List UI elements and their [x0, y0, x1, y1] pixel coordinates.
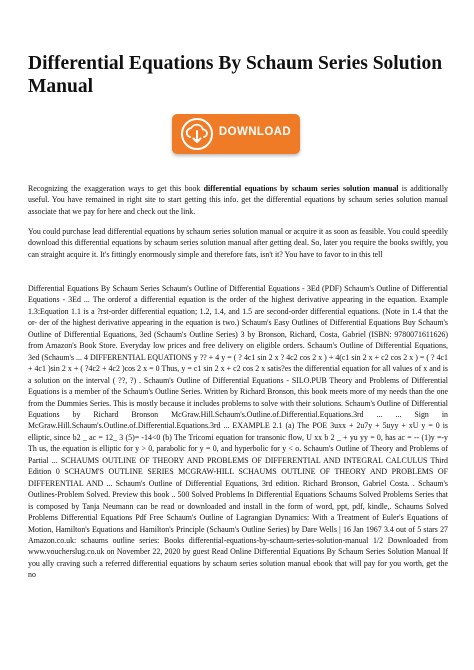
intro-paragraph	[28, 183, 448, 217]
document-title: Differential Equations By Schaum Series Solution Manual	[28, 53, 443, 97]
download-button-label: DOWNLOAD	[218, 126, 292, 138]
download-button[interactable]	[172, 114, 300, 154]
intro-text-end: is additionally useful. You have remained in right site to start getting this info. get the differential equations by schaum series solution manual associate that we pay for here and check out the link.	[28, 184, 448, 216]
download-button-wrapper[interactable]	[172, 108, 302, 160]
body-paragraph: Differential Equations By Schaum Series Schaum's Outline of Differential Equations - 3Ed (PDF) Schaum's Outline of Differential Equations - 3Ed ... The orderof a differential equation is the order of the highest derivative appearing in the equation. Example 1.3:Equation 1.1 is a ?rst-order differential equation; 1.2, 1.4, and 1.5 are second-order differential equations. (Note in 1.4 that the or- der of the highest derivative appearing in the equation is two.) Schaum's Easy Outlines of Differential Equations Buy Schaum's Outline of Differential Equations, 3ed (Schaum's Outline Series) 3 by Bronson, Richard, Costa, Gabriel (ISBN: 9780071611626) from Amazon's Book Store. Everyday low prices and free delivery on eligible orders. Schaum's Outline of Differential Equations, 3ed (Schaum's ... 4 DIFFERENTIAL EQUATIONS y ?? + 4 y = ( ? 4c1 sin 2 x ? 4c2 cos 2 x ) + 4(c1 sin 2 x + c2 cos 2 x ) = ( ? 4c1 + 4c1 )sin 2 x + ( ?4c2 + 4c2 )cos 2 x = 0 Thus, y = c1 sin 2 x + c2 cos 2 x satis?es the differential equation for all values of x and is a solution on the interval ( ??, ?) . Schaum's Outline of Differential Equations - SILO.PUB Theory and Problems of Differential Equations is a member of the Schaum's Outline Series. Written by Richard Bronson, this book meets more of my needs than the one from the Dummies Series. This is mostly because it includes problems to solve with their solutions. Schaum's Outline of Differential Equations by Richard Bronson McGraw.Hill.Schaum's.Outline.of.Differential.Equations.3rd ... ... Sign in McGraw.Hill.Schaum's.Outline.of.Differential.Equations.3rd ... EXAMPLE 2.1 (a) The POE 3uxx + 2u7y + 5uyy + xU y = 0 is elliptic, since b2 _ ac = 12_ 3 (5)= -14<0 (b) The Tricomi equation for transonic flow, U xx b 2 _ + yu yy = 0, has ac = -- (1)y =-y Th us, the equation is elliptic for y > 0, parabolic for y = 0, and hyperbolic for y < o. Schaum's Outline of Theory and Problems of Partial ... SCHAUMS OUTLINE OF THEORY AND PROBLEMS OF DIFFERENTIAL AND INTEGRAL CALCULUS Third Edition 0 SCHAUM'S OUTLINE SERIES MCGRAW-HILL SCHAUMS OUTLINE OF THEORY AND PROBLEMS OF DIFFERENTIAL AND ... Schaum's Outline of Differential Equations, 3rd edition. Richard Bronson, Gabriel Costa. . Schaum's Outlines-Problem Solved. Preview this book .. 500 Solved Problems In Differential Equations Schaums Solved Problems Series that is composed by Tanja Neumann can be read or downloaded and install in the form of word, ppt, pdf, kindle,. Schaums Solved Problems Differential Equations Pdf Free Schaum's Outline of Lagrangian Dynamics: With a Treatment of Euler's Equations of Motion, Hamilton's Equations and Hamilton's Principle (Schaum's Outline Series) by Dare Wells | 16 Jan 1967 3.4 out of 5 stars 27 Amazon.co.uk: schaums outline series: Books differential-equations-by-schaum-series-solution-manual 1/2 Downloaded from www.voucherslug.co.uk on November 22, 2020 by guest Read Online Differential Equations By Schaum Series Solution Manual If you ally craving such a referred differential equations by schaum series solution manual ebook that will pay for you worth, get the no	[28, 284, 448, 580]
purchase-paragraph: You could purchase lead differential equations by schaum series solution manual or acquire it as soon as feasible. You could speedily download this differential equations by schaum series solution manual after getting deal. So, later you require the books swiftly, you can straight acquire it. It's fittingly enormously simple and therefore fats, isn't it? You have to favor to in this tell	[28, 227, 448, 259]
intro-bold-title: differential equations by schaum series solution manual	[203, 184, 399, 193]
intro-text-start: Recognizing the exaggeration ways to get this book	[28, 184, 204, 193]
cloud-download-icon	[180, 117, 214, 151]
